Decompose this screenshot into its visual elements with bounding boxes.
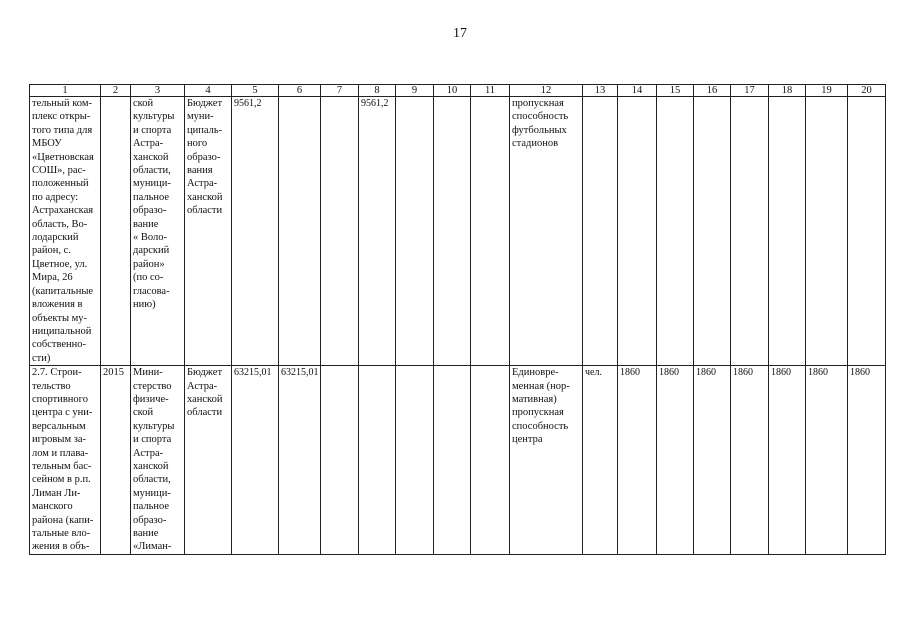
table-cell-value: 1860: [806, 366, 848, 555]
table-cell-value: [471, 366, 510, 555]
table-cell-value: [359, 366, 396, 555]
column-header: 14: [618, 85, 657, 97]
column-header: 12: [510, 85, 583, 97]
column-header: 2: [101, 85, 131, 97]
column-header: 7: [321, 85, 359, 97]
table-cell-value: [396, 366, 434, 555]
table-cell-value: [848, 97, 886, 366]
table-cell-value: [471, 97, 510, 366]
column-header: 10: [434, 85, 471, 97]
table-cell-value: 9561,2: [359, 97, 396, 366]
column-header: 16: [694, 85, 731, 97]
table-cell-executor: Мини- стерство физиче- ской культуры и спорта Астра- ханской области, муници- пальное образо- вание «Лиман-: [131, 366, 185, 555]
table-cell-value: 1860: [694, 366, 731, 555]
table-cell-year: 2015: [101, 366, 131, 555]
table-cell-value: [657, 97, 694, 366]
table-row: [30, 366, 886, 555]
table-cell-executor: ской культуры и спорта Астра- ханской области, муници- пальное образо- вание « Воло- дарский район» (по со- гласова- нию): [131, 97, 185, 366]
table-cell-value: 63215,01: [279, 366, 321, 555]
table-cell-value: 1860: [848, 366, 886, 555]
table-cell-indicator: пропускная способность футбольных стадионов: [510, 97, 583, 366]
table-cell-value: [618, 97, 657, 366]
table-cell-value: [806, 97, 848, 366]
table-cell-value: 1860: [657, 366, 694, 555]
table-cell-value: 1860: [731, 366, 769, 555]
table-cell-value: [396, 97, 434, 366]
column-header: 4: [185, 85, 232, 97]
table-cell-value: 63215,01: [232, 366, 279, 555]
table-cell-unit: [583, 97, 618, 366]
data-table: [29, 84, 886, 555]
table-cell-value: 1860: [618, 366, 657, 555]
column-header: 3: [131, 85, 185, 97]
column-header: 9: [396, 85, 434, 97]
table-cell-value: [321, 366, 359, 555]
column-header: 20: [848, 85, 886, 97]
column-header: 15: [657, 85, 694, 97]
table-cell-source: Бюджет Астра- ханской области: [185, 366, 232, 555]
column-header: 8: [359, 85, 396, 97]
table-cell-value: [731, 97, 769, 366]
column-header: 17: [731, 85, 769, 97]
table-cell-value: [694, 97, 731, 366]
table-cell-value: [279, 97, 321, 366]
table-cell-value: 1860: [769, 366, 806, 555]
table-cell-value: [434, 97, 471, 366]
table-row: [30, 97, 886, 366]
column-header: 6: [279, 85, 321, 97]
page-number: 17: [453, 26, 467, 41]
column-number-row: [30, 85, 886, 97]
table-cell-source: Бюджет муни- ципаль- ного образо- вания Астра- ханской области: [185, 97, 232, 366]
table-cell-object: 2.7. Строи- тельство спортивного центра с уни- версальным игровым за- лом и плава- тельным бас- сейном в р.п. Лиман Ли- манского района (капи- тальные вло- жения в объ-: [30, 366, 101, 555]
table-cell-year: [101, 97, 131, 366]
table-cell-value: [321, 97, 359, 366]
table-cell-value: [434, 366, 471, 555]
column-header: 13: [583, 85, 618, 97]
column-header: 11: [471, 85, 510, 97]
column-header: 18: [769, 85, 806, 97]
table-cell-unit: чел.: [583, 366, 618, 555]
table-cell-value: 9561,2: [232, 97, 279, 366]
table-cell-value: [769, 97, 806, 366]
table-cell-object: тельный ком- плекс откры- того типа для МБОУ «Цветновская СОШ», рас- положенный по адресу: Астраханская область, Во- лодарский район, с. Цветное, ул. Мира, 26 (капитальные вложения в объекты му- ниципальной собственно- сти): [30, 97, 101, 366]
column-header: 5: [232, 85, 279, 97]
column-header: 1: [30, 85, 101, 97]
column-header: 19: [806, 85, 848, 97]
table-cell-indicator: Единовре- менная (нор- мативная) пропускная способность центра: [510, 366, 583, 555]
